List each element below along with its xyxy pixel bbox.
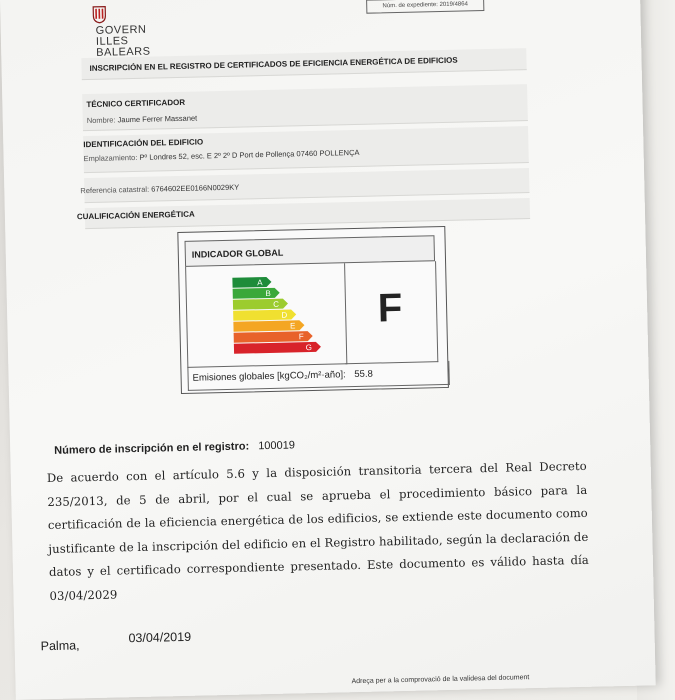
signature-place: Palma, — [40, 638, 80, 654]
body-paragraph: De acuerdo con el artículo 5.6 y la disposición transitoria tercera del Real Decreto 235/2013, de 5 de abril, por el cual se aprueba el procedimiento básico para la certificación de la eficiencia energética de los edificios, se extiende este documento como justificante de la inscripción del edificio en el Registro habilitado, según la declaración de datos y el certificado correspondiente presentado. Este documento es válido hasta día 03/04/2029 — [46, 458, 590, 603]
scale-bar-a — [232, 277, 271, 288]
logo-line-3: BALEARS — [96, 45, 151, 59]
emplazamiento-label: Emplazamiento: — [83, 152, 138, 164]
scale-letter-g: G — [305, 343, 313, 353]
catastral-value: 6764602EE0166N0029KY — [151, 182, 240, 194]
expediente-box: Núm. de expediente: 2019/4864 — [366, 0, 484, 14]
emplazamiento-value: Pº Londres 52, esc. E 2º 2º D Port de Pollença 07460 POLLENÇA — [139, 147, 360, 162]
scale-letter-e: E — [290, 321, 296, 331]
energy-scale-graphic — [186, 263, 346, 367]
rating-letter: F — [377, 285, 403, 331]
scale-letter-a: A — [257, 278, 263, 288]
tecnico-name-label: Nombre: — [86, 115, 116, 126]
logo-line-2: ILLES — [95, 35, 129, 48]
government-logo-text — [96, 25, 151, 59]
scale-bar-c — [233, 299, 288, 310]
registration-number — [54, 439, 295, 456]
scale-letter-b: B — [265, 288, 271, 299]
edificio-heading: IDENTIFICACIÓN DEL EDIFICIO — [83, 137, 204, 150]
emissions-value: 55.8 — [354, 368, 373, 381]
tecnico-name-value: Jaume Ferrer Massanet — [117, 113, 198, 125]
rating-box — [343, 261, 438, 364]
tecnico-heading: TÉCNICO CERTIFICADOR — [86, 97, 186, 110]
verification-note: Adreça per a la comprovació de la validesa del document — [351, 674, 530, 686]
global-indicator-box — [177, 226, 449, 394]
catastral-label: Referencia catastral: — [80, 184, 150, 196]
calificacion-heading: CUALIFICACIÓN ENERGÉTICA — [76, 209, 195, 222]
emissions-row — [187, 361, 449, 391]
indicator-heading: INDICADOR GLOBAL — [185, 235, 436, 267]
scale-letter-c: C — [273, 299, 280, 309]
coat-of-arms-icon — [92, 6, 106, 24]
emissions-label: Emisiones globales [kgCO₂/m²·año]: — [192, 369, 346, 384]
registration-label: Número de inscripción en el registro: — [54, 440, 250, 457]
scale-letter-f: F — [298, 332, 304, 342]
registration-value: 100019 — [258, 439, 296, 453]
scale-bar-b — [233, 288, 280, 299]
logo-line-1: GOVERN — [95, 23, 147, 37]
scale-letter-d: D — [281, 310, 288, 320]
energy-scale — [185, 263, 347, 368]
signature-date: 03/04/2019 — [128, 629, 192, 646]
document-title: INSCRIPCIÓN EN EL REGISTRO DE CERTIFICADOS DE EFICIENCIA ENERGÉTICA DE EDIFICIOS — [81, 48, 526, 80]
